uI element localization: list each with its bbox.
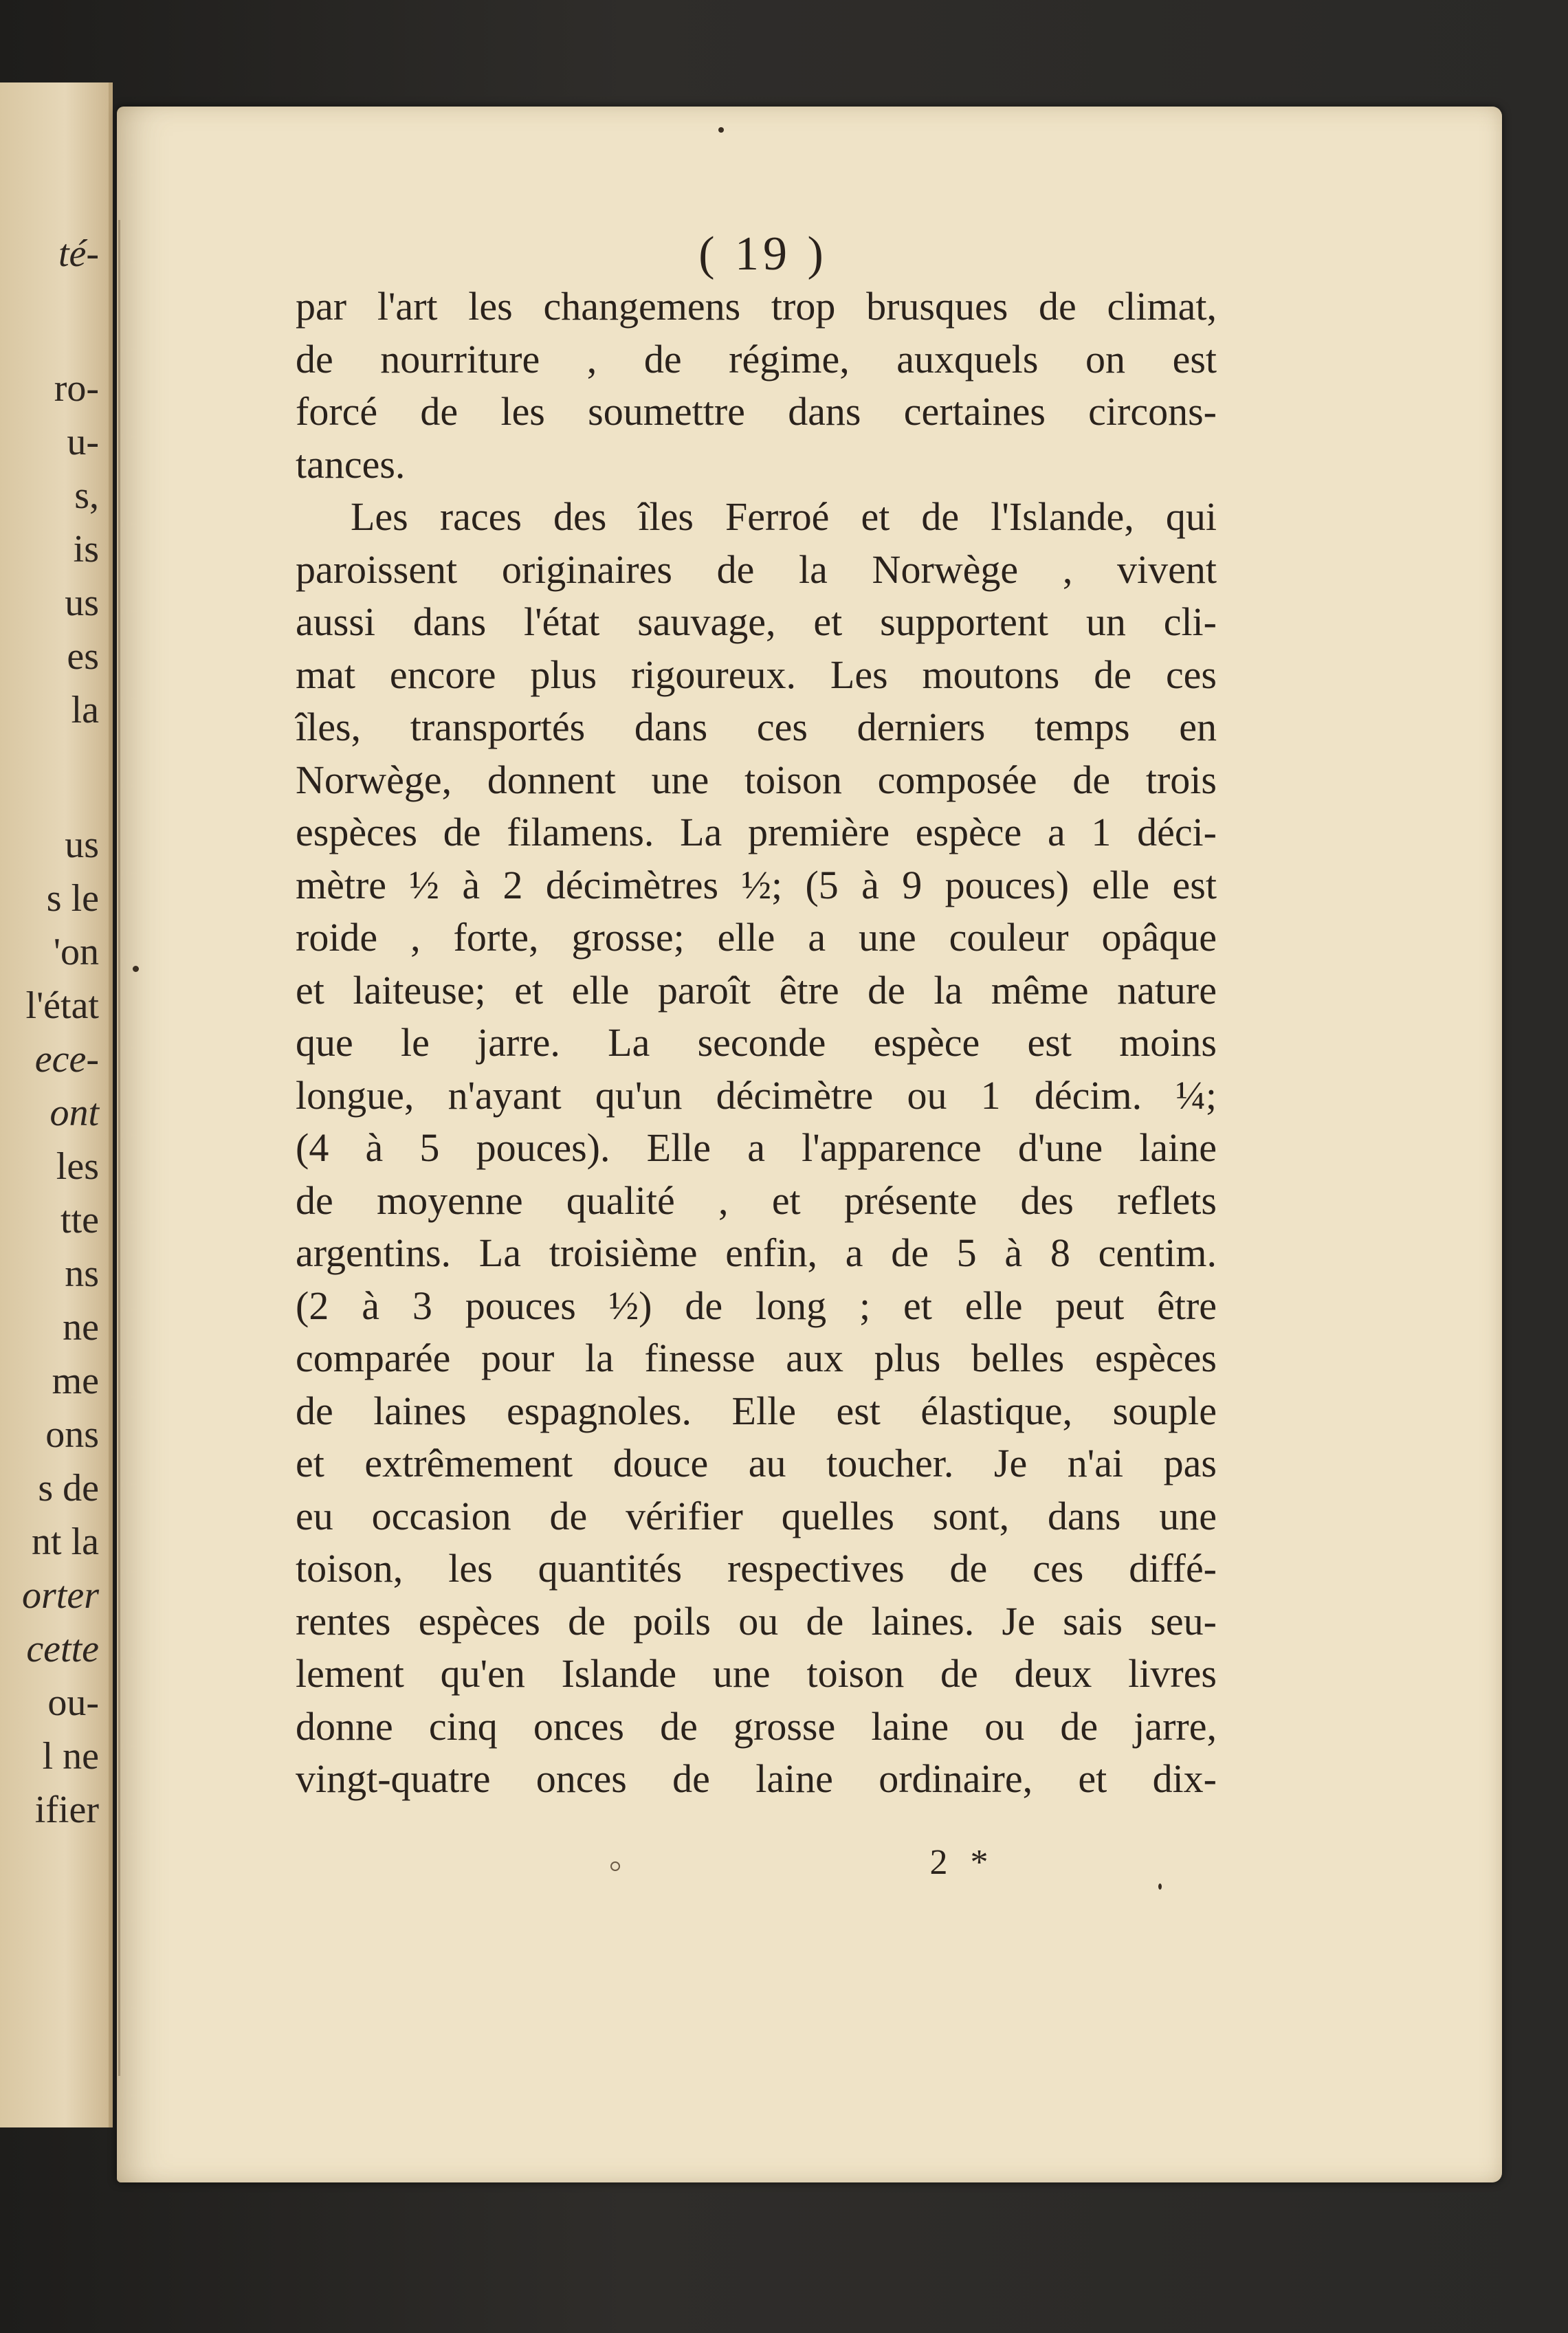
text-line: et extrêmement douce au toucher. Je n'ai pas [296,1441,1217,1485]
page-number: ( 19 ) [698,228,828,280]
left-fragment: l'état [25,984,99,1027]
text-line: tances. [296,441,406,487]
text-line: de laines espagnoles. Elle est élastique, souple [296,1388,1217,1433]
left-fragment: nt la [32,1521,99,1563]
left-fragment: ne [63,1306,99,1349]
left-fragment: ifier [34,1789,99,1831]
text-line: comparée pour la finesse aux plus belles espèces [296,1336,1217,1380]
text-line: et laiteuse; et elle paroît être de la même nature [296,967,1217,1013]
page-body-text [296,280,1217,1806]
left-fragment: ont [49,1092,99,1134]
text-line: Les races des îles Ferroé et de l'Islande, qui [351,494,1217,539]
text-line: Norwège, donnent une toison composée de trois [296,757,1217,802]
text-line: de nourriture , de régime, auxquels on est [296,336,1217,382]
left-fragment: la [71,689,99,731]
left-fragment: is [73,528,99,571]
text-line: vingt-quatre onces de laine ordinaire, et dix- [296,1756,1217,1801]
left-fragment: ns [65,1252,99,1295]
text-line: roide , forte, grosse; elle a une couleur opâque [296,915,1217,960]
left-fragment: les [56,1145,99,1188]
left-fragment: s le [46,877,99,920]
text-line: eu occasion de vérifier quelles sont, dans une [296,1493,1217,1538]
left-fragment: us [65,582,99,624]
left-fragment: ons [45,1413,99,1456]
text-line: mat encore plus rigoureux. Les moutons de ces [296,652,1217,697]
text-line: longue, n'ayant qu'un décimètre ou 1 décim. ¼; [296,1072,1217,1118]
text-line: espèces de filamens. La première espèce a 1 déci- [296,810,1217,854]
text-line: rentes espèces de poils ou de laines. Je sais seu- [296,1598,1217,1644]
text-line: toison, les quantités respectives de ces diffé- [296,1546,1217,1591]
left-fragment-gap [0,280,103,362]
text-line: forcé de les soumettre dans certaines circons- [296,389,1217,434]
left-fragment: ro- [54,367,99,410]
paper-speck [1158,1883,1162,1890]
text-line: aussi dans l'état sauvage, et supportent un cli- [296,599,1217,644]
left-fragment: ou- [47,1681,99,1724]
left-fragment: orter [22,1574,99,1617]
left-page [0,82,113,2127]
text-line: de moyenne qualité , et présente des reflets [296,1177,1217,1223]
text-line: lement qu'en Islande une toison de deux livres [296,1651,1217,1696]
text-line: par l'art les changemens trop brusques de climat, [296,284,1217,329]
left-fragment: tte [60,1199,99,1241]
left-fragment: us [65,823,99,866]
signature-mark: 2 * [929,1843,995,1882]
page-gutter [118,220,120,2076]
left-fragment-gap [0,737,103,818]
text-line: mètre ½ à 2 décimètres ½; (5 à 9 pouces) elle est [296,862,1217,907]
text-line: donne cinq onces de grosse laine ou de jarre, [296,1703,1217,1749]
text-line: (4 à 5 pouces). Elle a l'apparence d'une laine [296,1125,1217,1170]
text-line: (2 à 3 pouces ½) de long ; et elle peut être [296,1283,1217,1328]
left-fragment: té- [58,232,99,275]
left-fragment: cette [26,1628,99,1670]
left-fragment: s, [74,474,99,517]
text-line: argentins. La troisième enfin, a de 5 à 8 centim. [296,1230,1217,1275]
text-line: que le jarre. La seconde espèce est moins [296,1020,1217,1065]
left-fragment: 'on [53,931,99,973]
left-fragment: l ne [42,1735,99,1778]
left-fragment: u- [67,421,99,463]
paper-speck [610,1861,620,1871]
left-page-text-fragments [0,227,103,1837]
text-line: îles, transportés dans ces derniers temps en [296,705,1217,749]
left-fragment: me [52,1360,99,1402]
text-line: paroissent originaires de la Norwège , vivent [296,546,1217,592]
paper-speck [133,966,139,972]
left-fragment: es [67,635,99,678]
left-fragment: s de [38,1467,99,1510]
paper-speck [718,127,724,133]
left-fragment: ece- [34,1038,99,1081]
